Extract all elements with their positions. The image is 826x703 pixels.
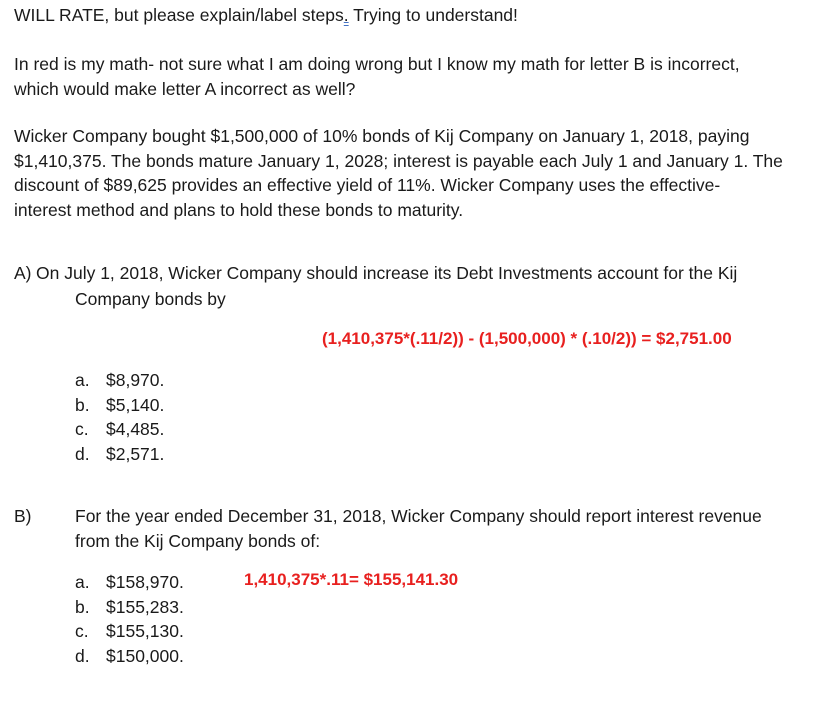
option-a — [75, 368, 164, 393]
option-letter: a. — [75, 370, 90, 390]
option-a — [75, 570, 184, 595]
problem-line-2: $1,410,375. The bonds mature January 1, 2028; interest is payable each July 1 and January 1. The — [14, 150, 783, 171]
option-b — [75, 595, 184, 620]
page-title — [14, 5, 518, 26]
option-d — [75, 644, 184, 669]
option-letter: b. — [75, 596, 90, 617]
question-b-line-2: from the Kij Company bonds of: — [75, 531, 321, 551]
intro-line-2: which would make letter A incorrect as well? — [14, 78, 356, 99]
option-value: $4,485. — [106, 419, 165, 439]
option-letter: b. — [75, 394, 90, 415]
question-b-label: B) — [14, 506, 32, 526]
option-letter: c. — [75, 419, 89, 439]
question-b-student-math: 1,410,375*.11= $155,141.30 — [244, 570, 459, 589]
question-b-line-1: For the year ended December 31, 2018, Wicker Company should report interest revenue — [75, 506, 762, 526]
option-value: $150,000. — [106, 645, 184, 666]
option-value: $8,970. — [106, 370, 165, 390]
problem-paragraph — [14, 124, 794, 222]
option-letter: d. — [75, 645, 90, 666]
problem-line-1: Wicker Company bought $1,500,000 of 10% bonds of Kij Company on January 1, 2018, paying — [14, 126, 750, 146]
option-b — [75, 393, 164, 418]
option-c — [75, 619, 184, 644]
option-value: $2,571. — [106, 443, 165, 464]
option-value: $158,970. — [106, 572, 184, 592]
option-letter: d. — [75, 443, 90, 464]
question-a-line-2: Company bonds by — [75, 289, 226, 309]
question-a-label: A) — [14, 263, 32, 283]
title-dot: . — [343, 5, 349, 25]
problem-line-4: interest method and plans to hold these bonds to maturity. — [14, 199, 464, 220]
option-value: $155,130. — [106, 621, 184, 641]
title-text: WILL RATE, but please explain/label steps — [14, 5, 344, 25]
option-c — [75, 417, 164, 442]
intro-line-1: In red is my math- not sure what I am doing wrong but I know my math for letter B is incorrect, — [14, 54, 740, 74]
problem-line-3: discount of $89,625 provides an effective yield of 11%. Wicker Company uses the effective- — [14, 175, 721, 196]
title-suffix: Trying to understand! — [348, 5, 518, 25]
option-letter: c. — [75, 621, 89, 641]
question-b-options — [75, 570, 184, 668]
option-letter: a. — [75, 572, 90, 592]
question-a-student-math: (1,410,375*(.11/2)) - (1,500,000) * (.10/2)) = $2,751.00 — [322, 329, 732, 348]
option-d — [75, 442, 164, 467]
option-value: $155,283. — [106, 596, 184, 617]
question-a-line-1: On July 1, 2018, Wicker Company should increase its Debt Investments account for the Kij — [36, 263, 738, 283]
question-a-options — [75, 368, 164, 466]
option-value: $5,140. — [106, 394, 165, 415]
intro-paragraph — [14, 52, 794, 101]
